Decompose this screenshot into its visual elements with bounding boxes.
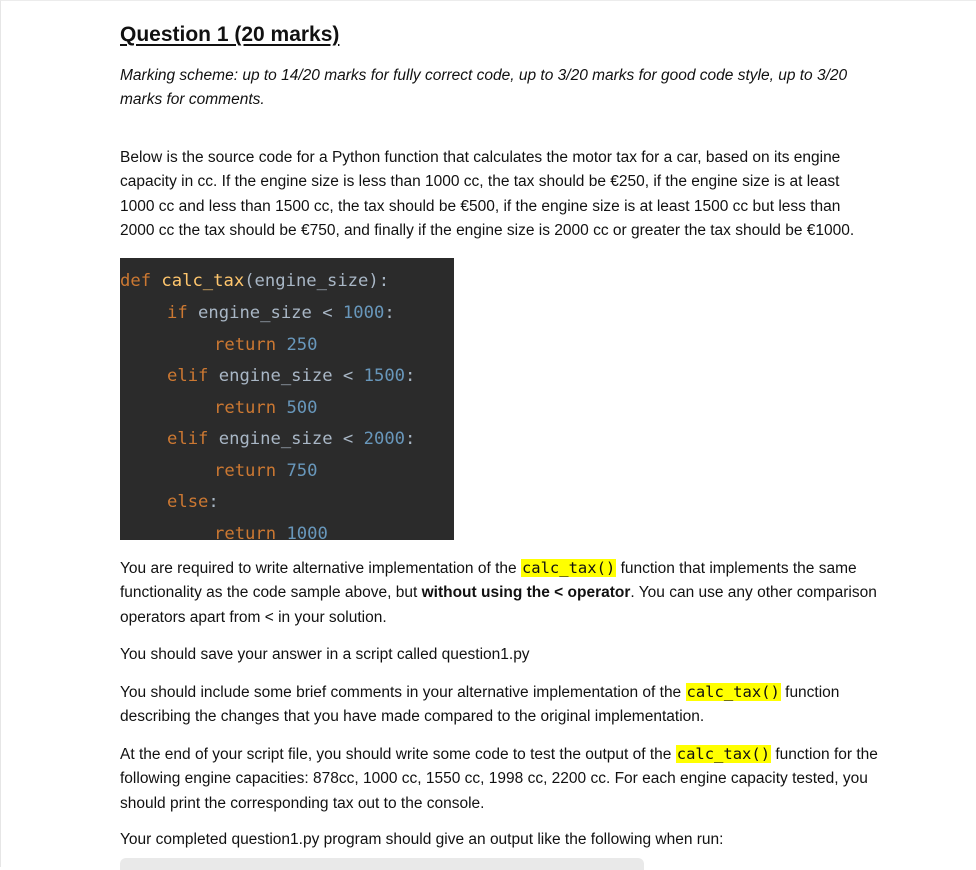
document-body [120, 20, 878, 848]
question-title: Question 1 (20 marks) [120, 23, 340, 46]
bold-constraint: without using the < operator [421, 584, 631, 602]
code-line-4: elif engine_size < 1500: [167, 366, 416, 386]
code-block [120, 258, 454, 544]
code-line-3: return 250 [214, 335, 318, 355]
code-line-6: elif engine_size < 2000: [167, 429, 416, 449]
testing-instruction: At the end of your script file, you should write some code to test the output of the calc_tax() function for the following engine capacities: 878cc, 1000 cc, 1550 cc, 1998 cc, 2200 cc. For each engine capacity tested, you should print the corresponding tax out to the console. [120, 745, 878, 812]
comments-instruction: You should include some brief comments in your alternative implementation of the calc_tax() function describing the changes that you have made compared to the original implementation. [120, 683, 840, 726]
code-line-2: if engine_size < 1000: [167, 303, 395, 323]
code-line-5: return 500 [214, 398, 318, 418]
output-instruction: Your completed question1.py program should give an output like the following when run: [120, 831, 724, 848]
code-line-7: return 750 [214, 461, 318, 481]
code-line-8: else: [167, 492, 219, 512]
inline-code-calc-tax: calc_tax() [686, 683, 780, 701]
marking-scheme: Marking scheme: up to 14/20 marks for fully correct code, up to 3/20 marks for good code style, up to 3/20 marks for comments. [120, 67, 848, 109]
requirement-paragraph: You are required to write alternative implementation of the calc_tax() function that implements the same functionality as the code sample above, but without using the < operator. You can use any other comparison operators apart from < in your solution. [120, 559, 877, 626]
save-instruction: You should save your answer in a script called question1.py [120, 646, 530, 663]
intro-paragraph: Below is the source code for a Python function that calculates the motor tax for a car, based on its engine capacity in cc. If the engine size is less than 1000 cc, the tax should be €250, if the engine size is at least 1000 cc and less than 1500 cc, the tax should be €500, if the engine size is at least 1500 cc but less than 2000 cc the tax should be €750, and finally if the engine size is 2000 cc or greater the tax should be €1000. [120, 149, 855, 240]
inline-code-calc-tax: calc_tax() [676, 745, 771, 763]
output-box-top [120, 858, 644, 870]
inline-code-calc-tax: calc_tax() [521, 559, 616, 577]
code-line-9: return 1000 [214, 524, 328, 544]
code-line-1: def calc_tax(engine_size): [120, 271, 390, 291]
